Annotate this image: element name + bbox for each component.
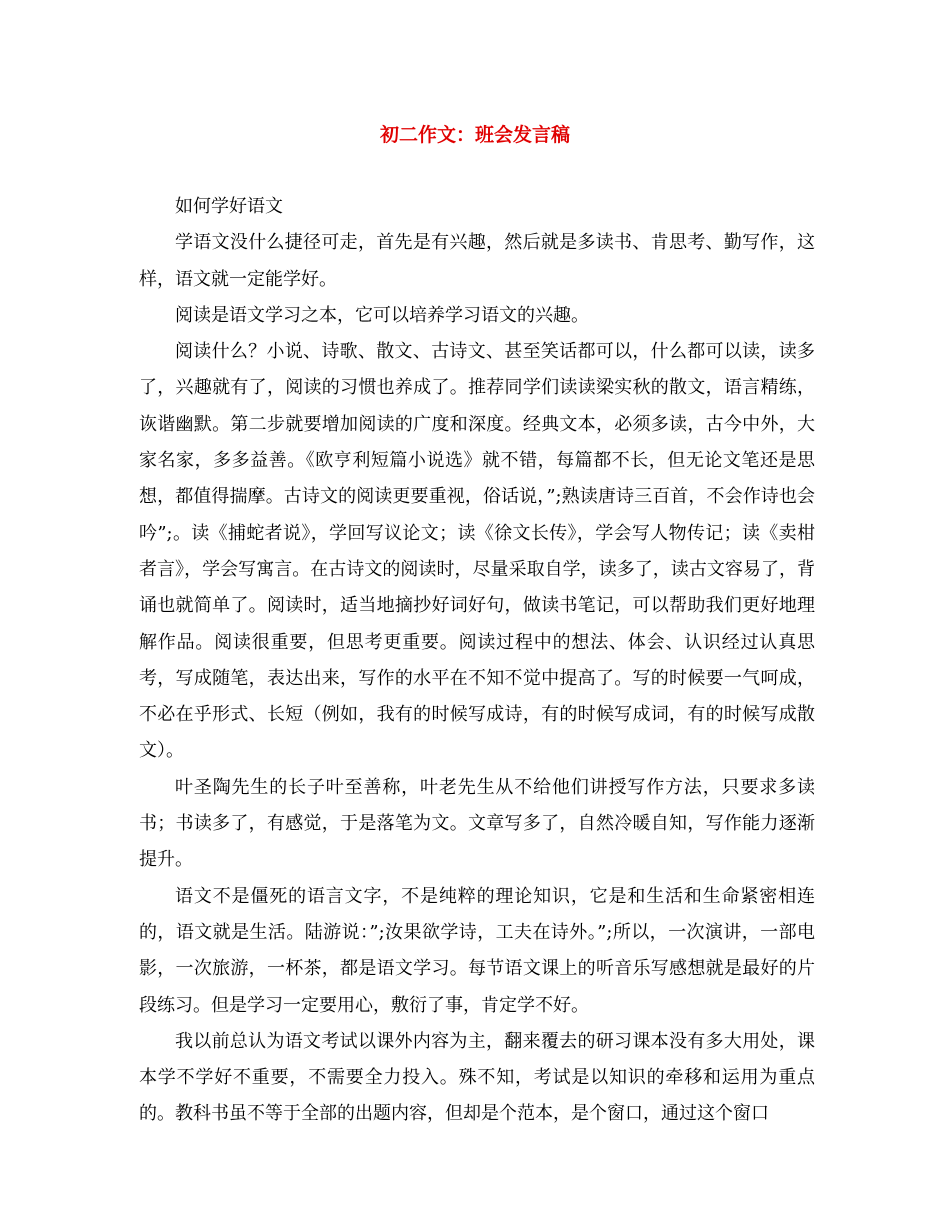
document-body	[139, 189, 815, 1133]
paragraph: 阅读什么？小说、诗歌、散文、古诗文、甚至笑话都可以，什么都可以读，读多了，兴趣就有了，阅读的习惯也养成了。推荐同学们读读梁实秋的散文，语言精练，诙谐幽默。第二步就要增加阅读的广度和深度。经典文本，必须多读，古今中外，大家名家，多多益善。《欧亨利短篇小说选》就不错，每篇都不长，但无论文笔还是思想，都值得揣摩。古诗文的阅读更要重视，俗话说，”;熟读唐诗三百首，不会作诗也会吟”;。读《捕蛇者说》，学回写议论文；读《徐文长传》，学会写人物传记；读《卖柑者言》，学会写寓言。在古诗文的阅读时，尽量采取自学，读多了，读古文容易了，背诵也就简单了。阅读时，适当地摘抄好词好句，做读书笔记，可以帮助我们更好地理解作品。阅读很重要，但思考更重要。阅读过程中的想法、体会、认识经过认真思考，写成随笔，表达出来，写作的水平在不知不觉中提高了。写的时候要一气呵成，不必在乎形式、长短（例如，我有的时候写成诗，有的时候写成词，有的时候写成散文）。	[139, 341, 815, 762]
paragraph-heading: 如何学好语文	[175, 196, 283, 217]
paragraph: 阅读是语文学习之本，它可以培养学习语文的兴趣。	[175, 304, 589, 326]
paragraph: 学语文没什么捷径可走，首先是有兴趣，然后就是多读书、肯思考、勤写作，这样，语文就一定能学好。	[139, 232, 815, 290]
document-title: 初二作文：班会发言稿	[379, 124, 570, 146]
paragraph: 叶圣陶先生的长子叶至善称，叶老先生从不给他们讲授写作方法，只要求多读书；书读多了，有感觉，于是落笔为文。文章写多了，自然冷暖自知，写作能力逐渐提升。	[139, 776, 815, 871]
paragraph: 语文不是僵死的语言文字，不是纯粹的理论知识，它是和生活和生命紧密相连的，语文就是生活。陆游说：”;汝果欲学诗，工夫在诗外。”;所以，一次演讲，一部电影，一次旅游，一杯茶，都是语文学习。每节语文课上的听音乐写感想就是最好的片段练习。但是学习一定要用心，敷衍了事，肯定学不好。	[139, 885, 815, 1016]
paragraph: 我以前总认为语文考试以课外内容为主，翻来覆去的研习课本没有多大用处，课本学不学好不重要，不需要全力投入。殊不知，考试是以知识的牵移和运用为重点的。教科书虽不等于全部的出题内容，但却是个范本，是个窗口，通过这个窗口	[139, 1030, 815, 1125]
